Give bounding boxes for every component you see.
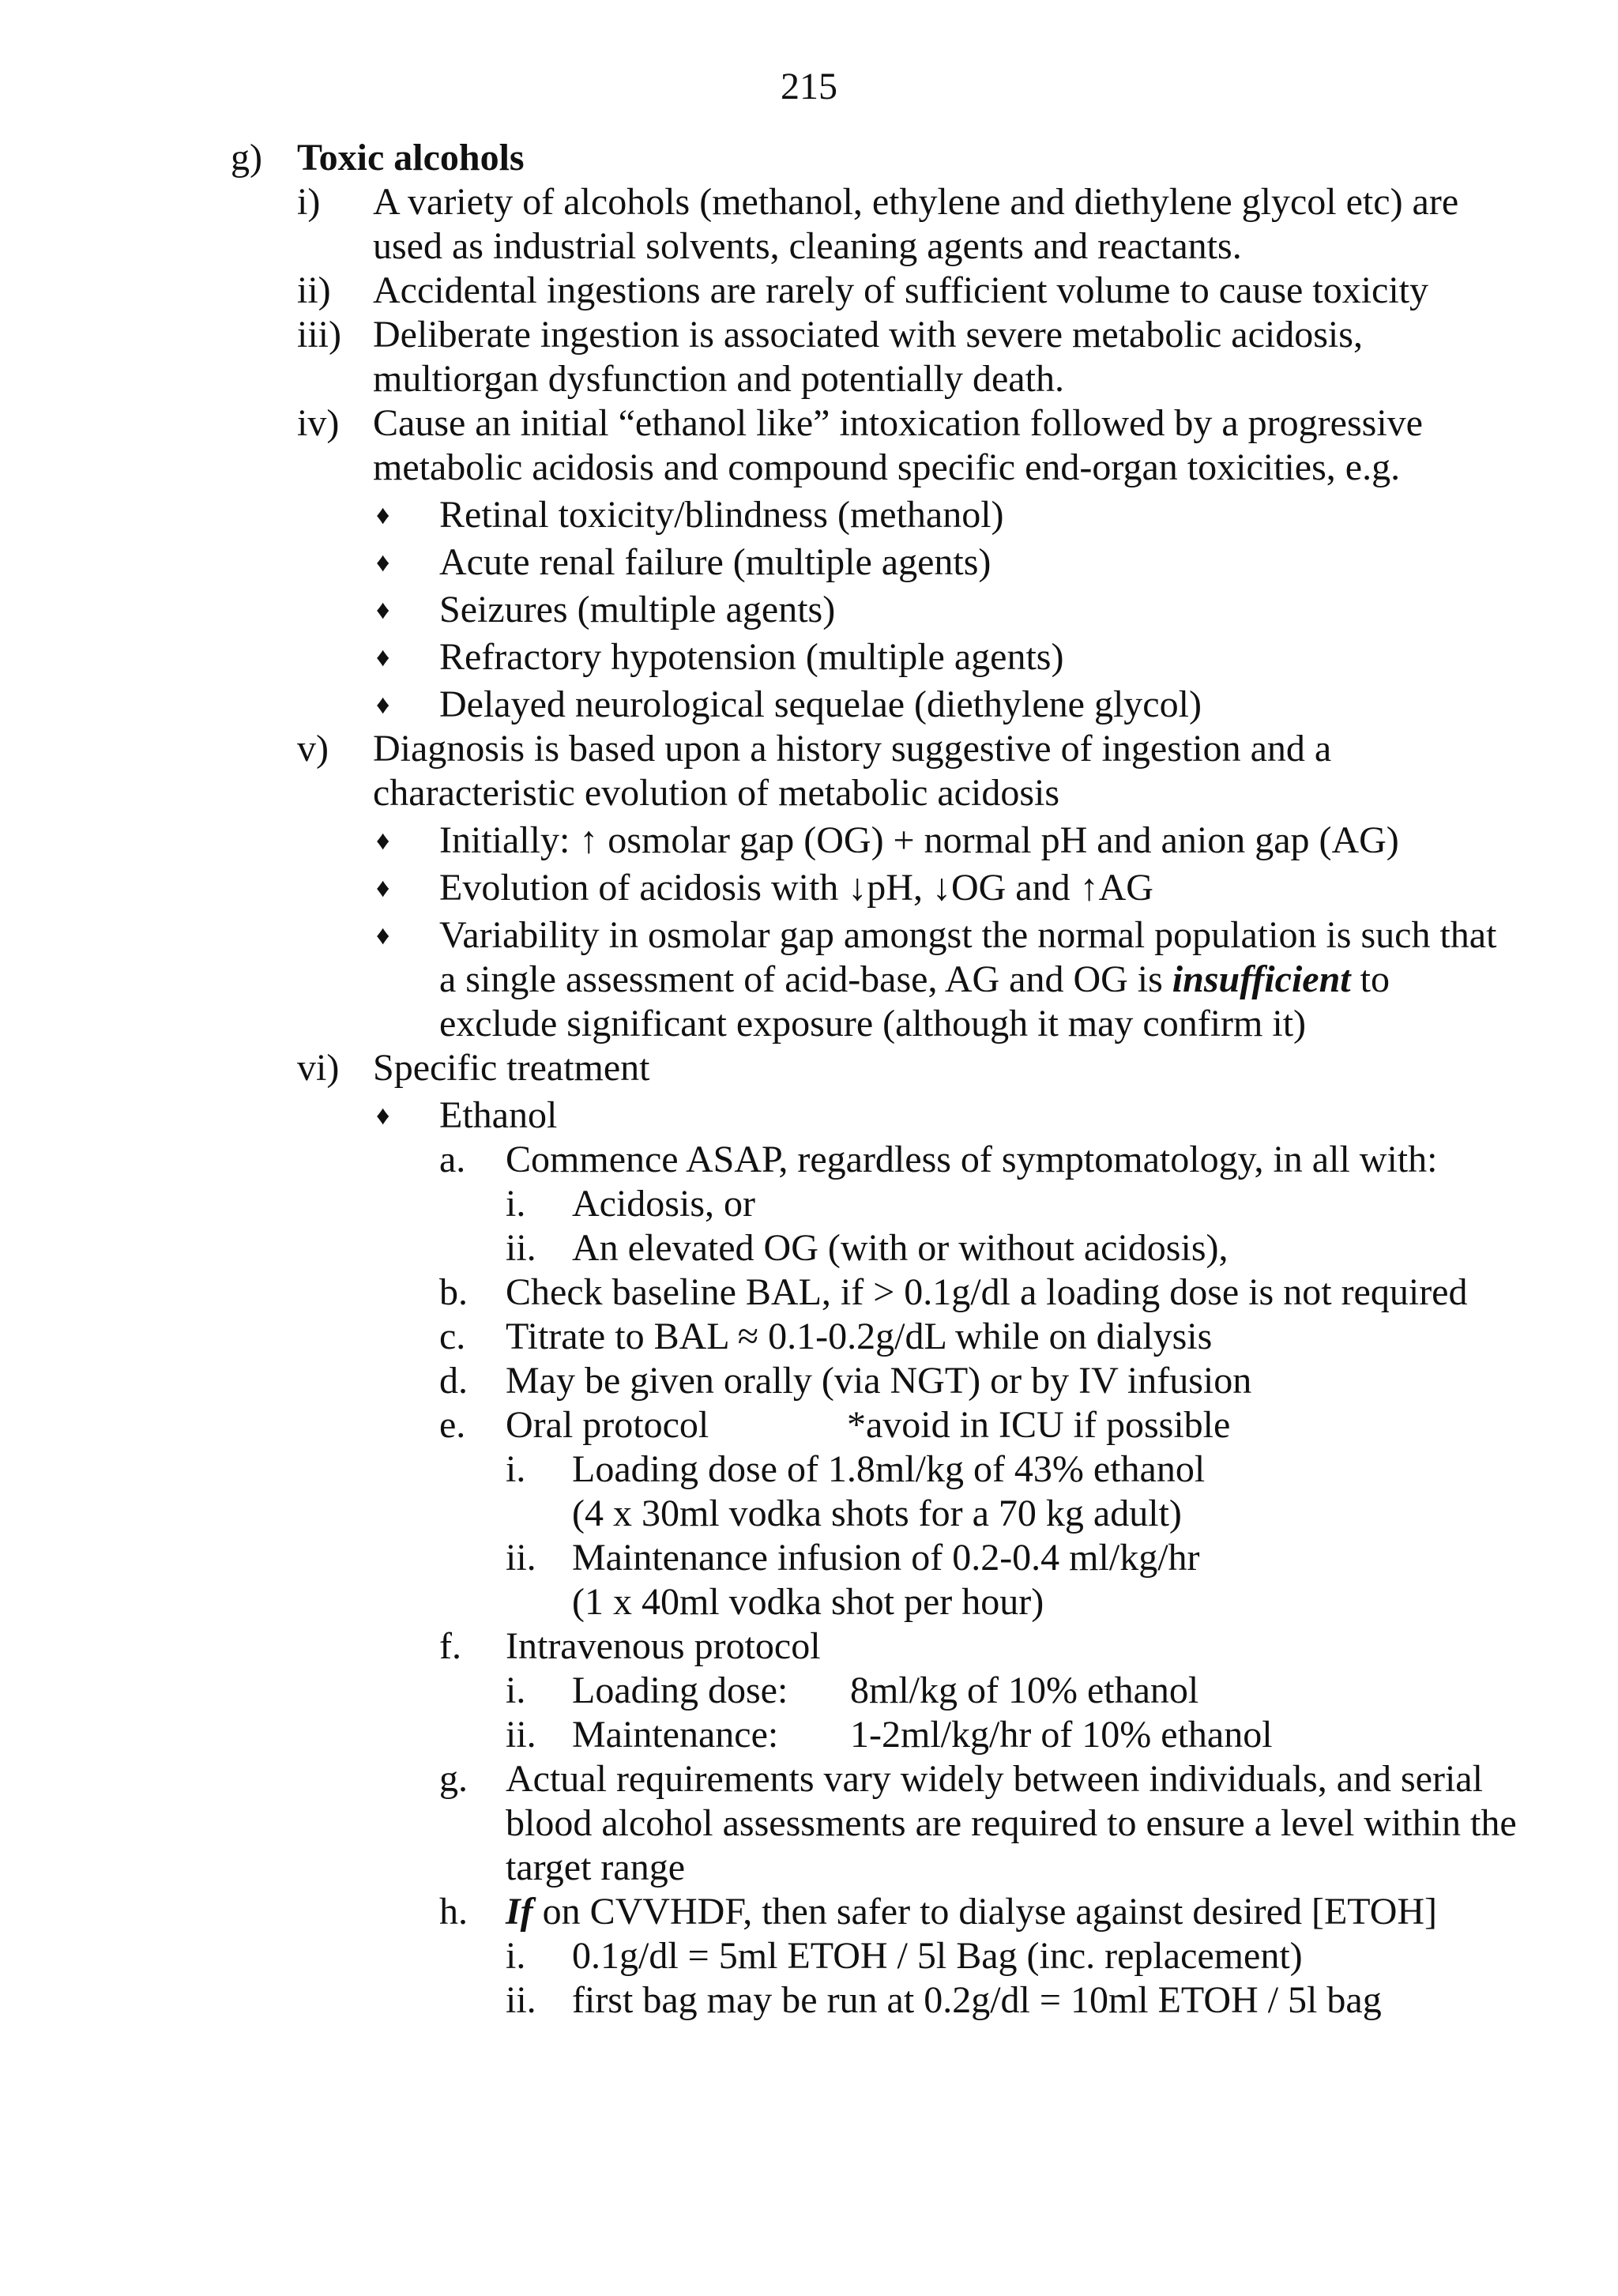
vi-h-ii-text: first bag may be run at 0.2g/dl = 10ml ETOH / 5l bag — [572, 1979, 1382, 2021]
vi-d-text: May be given orally (via NGT) or by IV infusion — [506, 1360, 1252, 1402]
vi-g-label: g. — [439, 1758, 468, 1800]
vi-bullet-ethanol: Ethanol — [439, 1094, 558, 1136]
vi-e-text: Oral protocol — [506, 1404, 709, 1446]
vi-g-line2: blood alcohol assessments are required to ensure a level within the — [506, 1802, 1517, 1844]
bullet-icon: ♦ — [376, 826, 390, 856]
item-iii-line1: Deliberate ingestion is associated with severe metabolic acidosis, — [373, 314, 1363, 356]
item-v-line2: characteristic evolution of metabolic acidosis — [373, 772, 1060, 814]
vi-f-ii-key: Maintenance: — [572, 1714, 779, 1756]
page-number: 215 — [781, 66, 837, 107]
vi-e-i-label: i. — [506, 1448, 526, 1490]
iv-bullet-1: Retinal toxicity/blindness (methanol) — [439, 494, 1004, 536]
vi-e-note: *avoid in ICU if possible — [847, 1404, 1231, 1446]
item-ii-label: ii) — [297, 269, 331, 311]
bullet-icon: ♦ — [376, 596, 390, 625]
vi-d-label: d. — [439, 1360, 468, 1402]
iv-bullet-2: Acute renal failure (multiple agents) — [439, 541, 991, 583]
vi-e-ii-sub: (1 x 40ml vodka shot per hour) — [572, 1581, 1044, 1623]
vi-h-ii-label: ii. — [506, 1979, 536, 2021]
item-v-line1: Diagnosis is based upon a history suggestive of ingestion and a — [373, 728, 1332, 770]
item-iv-line2: metabolic acidosis and compound specific end-organ toxicities, e.g. — [373, 446, 1401, 488]
vi-a-ii-text: An elevated OG (with or without acidosis), — [572, 1227, 1229, 1269]
bullet-icon: ♦ — [376, 921, 390, 950]
vi-a-i-text: Acidosis, or — [572, 1183, 755, 1225]
bullet-icon: ♦ — [376, 643, 390, 672]
vi-f-ii-val: 1-2ml/kg/hr of 10% ethanol — [850, 1714, 1273, 1756]
vi-c-text: Titrate to BAL ≈ 0.1-0.2g/dL while on dialysis — [506, 1315, 1213, 1357]
item-iii-line2: multiorgan dysfunction and potentially death. — [373, 358, 1064, 400]
vi-f-ii-label: ii. — [506, 1714, 536, 1756]
section-title: Toxic alcohols — [297, 137, 525, 179]
vi-e-ii-label: ii. — [506, 1537, 536, 1579]
vi-e-i-text: Loading dose of 1.8ml/kg of 43% ethanol — [572, 1448, 1206, 1490]
item-i-line2: used as industrial solvents, cleaning agents and reactants. — [373, 225, 1242, 267]
vi-h-label: h. — [439, 1891, 468, 1933]
bullet-icon: ♦ — [376, 548, 390, 578]
vi-f-i-label: i. — [506, 1669, 526, 1711]
vi-f-i-val: 8ml/kg of 10% ethanol — [850, 1669, 1199, 1711]
item-vi-line1: Specific treatment — [373, 1047, 650, 1089]
vi-f-label: f. — [439, 1625, 461, 1667]
vi-b-label: b. — [439, 1271, 468, 1313]
bullet-icon: ♦ — [376, 1101, 390, 1131]
item-i-label: i) — [297, 181, 321, 223]
section-label: g) — [231, 137, 262, 179]
v-bullet-3-line2: a single assessment of acid-base, AG and OG is insufficient to — [439, 958, 1390, 1000]
vi-a-ii-label: ii. — [506, 1227, 536, 1269]
iv-bullet-5: Delayed neurological sequelae (diethylene glycol) — [439, 683, 1202, 725]
item-ii-line1: Accidental ingestions are rarely of sufficient volume to cause toxicity — [373, 269, 1429, 311]
vi-b-text: Check baseline BAL, if > 0.1g/dl a loading dose is not required — [506, 1271, 1468, 1313]
iv-bullet-4: Refractory hypotension (multiple agents) — [439, 636, 1064, 678]
v-bullet-1: Initially: ↑ osmolar gap (OG) + normal pH and anion gap (AG) — [439, 819, 1399, 861]
item-iii-label: iii) — [297, 314, 341, 356]
vi-h-i-text: 0.1g/dl = 5ml ETOH / 5l Bag (inc. replacement) — [572, 1935, 1303, 1977]
bullet-icon: ♦ — [376, 874, 390, 903]
item-vi-label: vi) — [297, 1047, 340, 1089]
vi-f-text: Intravenous protocol — [506, 1625, 821, 1667]
bullet-icon: ♦ — [376, 501, 390, 530]
vi-e-i-sub: (4 x 30ml vodka shots for a 70 kg adult) — [572, 1492, 1182, 1534]
v-bullet-3-line3: exclude significant exposure (although it may confirm it) — [439, 1003, 1307, 1044]
v-bullet-2: Evolution of acidosis with ↓pH, ↓OG and ↑AG — [439, 867, 1153, 909]
bullet-icon: ♦ — [376, 691, 390, 720]
vi-c-label: c. — [439, 1315, 466, 1357]
vi-e-label: e. — [439, 1404, 466, 1446]
item-v-label: v) — [297, 728, 329, 770]
item-iv-line1: Cause an initial “ethanol like” intoxication followed by a progressive — [373, 402, 1423, 444]
vi-e-ii-text: Maintenance infusion of 0.2-0.4 ml/kg/hr — [572, 1537, 1200, 1579]
vi-g-line3: target range — [506, 1846, 685, 1888]
v-bullet-3-line1: Variability in osmolar gap amongst the normal population is such that — [439, 914, 1497, 956]
vi-h-text: If on CVVHDF, then safer to dialyse against desired [ETOH] — [506, 1891, 1438, 1933]
vi-g-line1: Actual requirements vary widely between individuals, and serial — [506, 1758, 1483, 1800]
item-iv-label: iv) — [297, 402, 340, 444]
vi-a-i-label: i. — [506, 1183, 526, 1225]
iv-bullet-3: Seizures (multiple agents) — [439, 589, 836, 630]
vi-a-text: Commence ASAP, regardless of symptomatology, in all with: — [506, 1139, 1438, 1180]
vi-a-label: a. — [439, 1139, 466, 1180]
vi-f-i-key: Loading dose: — [572, 1669, 788, 1711]
item-i-line1: A variety of alcohols (methanol, ethylene and diethylene glycol etc) are — [373, 181, 1459, 223]
vi-h-i-label: i. — [506, 1935, 526, 1977]
